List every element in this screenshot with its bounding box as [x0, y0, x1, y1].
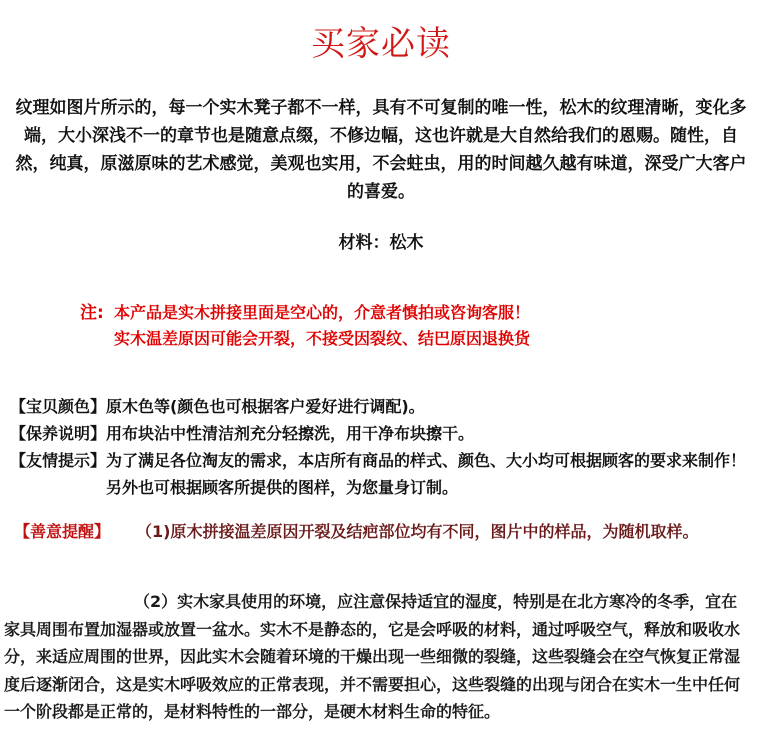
info-row-tip: [10, 447, 750, 501]
reminder-item-1: [14, 518, 749, 545]
info-text-color: 原木色等(颜色也可根据客户爱好进行调配)。: [106, 397, 425, 416]
reminder-section: [14, 518, 749, 545]
reminder-item-1-text: （1)原木拼接温差原因开裂及结疤部位均有不同，图片中的样品，为随机取样。: [136, 522, 699, 541]
info-row-care: [10, 420, 750, 447]
notice-label: 注:: [80, 303, 104, 323]
info-text-tip: 为了满足各位淘友的需求，本店所有商品的样式、颜色、大小均可根据顾客的要求来制作！另外也可根据顾客所提供的图样，为您量身订制。: [106, 451, 747, 497]
intro-paragraph: 纹理如图片所示的，每一个实木凳子都不一样，具有不可复制的唯一性，松木的纹理清晰，变化多端，大小深浅不一的章节也是随意点缀，不修边幅，这也许就是大自然给我们的恩赐。随性，自然，纯真，原滋原味的艺术感觉，美观也实用，不会蛀虫，用的时间越久越有味道，深受广大客户的喜爱。: [15, 98, 747, 202]
info-section: [10, 393, 750, 501]
material-line: 材料：松木: [338, 233, 424, 253]
notice-line-2: 实木温差原因可能会开裂，不接受因裂纹、结巴原因退换货: [114, 329, 531, 348]
info-text-care: 用布块沾中性清洁剂充分轻擦洗，用干净布块擦干。: [106, 424, 475, 443]
notice-block: [80, 300, 720, 352]
reminder-item-2: （2）实木家具使用的环境，应注意保持适宜的湿度，特别是在北方寒冷的冬季，宜在家具周围布置加湿器或放置一盆水。实木不是静态的，它是会呼吸的材料，通过呼吸空气，释放和吸收水分，来适应周围的世界，因此实木会随着环境的干燥出现一些细微的裂缝，这些裂缝会在空气恢复正常湿度后逐渐闭合，这是实木呼吸效应的正常表现，并不需要担心，这些裂缝的出现与闭合在实木一生中任何一个阶段都是正常的，是材料特性的一部分，是硬木材料生命的特征。: [4, 592, 741, 721]
info-row-color: [10, 393, 750, 420]
notice-line-1: 本产品是实木拼接里面是空心的，介意者慎拍或咨询客服！: [114, 303, 531, 322]
page-title: 买家必读: [311, 24, 451, 64]
info-tag-care: 【保养说明】: [10, 424, 107, 443]
info-tag-tip: 【友情提示】: [10, 451, 107, 470]
info-tag-color: 【宝贝颜色】: [10, 397, 107, 416]
reminder-tag: 【善意提醒】: [14, 522, 111, 541]
